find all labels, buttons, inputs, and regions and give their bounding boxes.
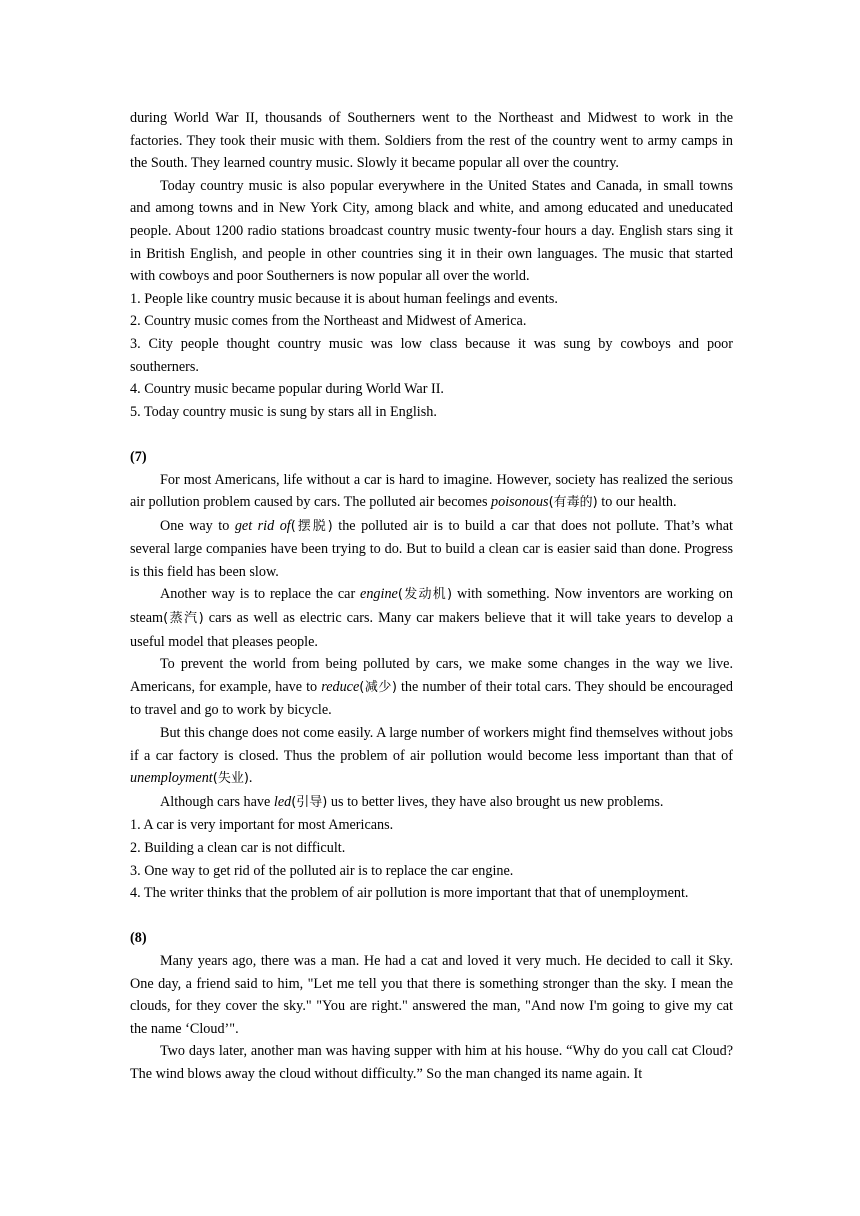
paragraph <box>130 515 733 584</box>
text: us to better lives, they have also brought us new problems. <box>327 793 664 810</box>
spacer <box>130 423 733 446</box>
question-item: 5. Today country music is sung by stars all in English. <box>130 403 437 420</box>
text: To prevent the world from being polluted by cars, we make some changes in the way we live. Americans, for example, have to <box>130 656 733 695</box>
vocab-term: reduce <box>321 678 360 695</box>
question-item: 1. A car is very important for most Americans. <box>130 817 394 834</box>
text: But this change does not come easily. A large number of workers might find themselves without jobs if a car factory is closed. Thus the problem of air pollution would become less important than that of <box>130 725 733 764</box>
question-item: 1. People like country music because it is about human feelings and events. <box>130 290 558 307</box>
text: the polluted air is to build a car that does not pollute. That’s what several large companies have been trying to do. But to build a clean car is easier said than done. Progress is this field has been slow. <box>130 517 733 580</box>
chinese-gloss: (发动机) <box>397 587 453 603</box>
question-item: 3. City people thought country music was low class because it was sung by cowboys and poor southerners. <box>130 335 733 375</box>
text: . <box>248 770 253 787</box>
question-item: 2. Country music comes from the Northeast and Midwest of America. <box>130 313 527 330</box>
text: the number of their total cars. They should be encouraged to travel and go to work by bicycle. <box>130 678 733 719</box>
text: Although cars have <box>160 793 274 810</box>
chinese-gloss: (失业) <box>212 771 249 787</box>
paragraph <box>130 653 733 722</box>
question-item: 2. Building a clean car is not difficult. <box>130 840 346 856</box>
question-item: 3. One way to get rid of the polluted air is to replace the car engine. <box>130 862 514 879</box>
vocab-term: unemployment <box>130 770 213 787</box>
chinese-gloss: (减少) <box>359 679 397 695</box>
text: One way to <box>160 517 235 534</box>
question-item: 4. The writer thinks that the problem of air pollution is more important that that of unemployment. <box>130 885 689 902</box>
text: For most Americans, life without a car is hard to imagine. However, society has realized the serious air pollution problem caused by cars. The polluted air becomes <box>130 471 733 511</box>
vocab-term: get rid of <box>234 517 291 534</box>
paragraph: Many years ago, there was a man. He had a cat and loved it very much. He decided to call it Sky. One day, a friend said to him, "Let me tell you that there is something stronger than the sky. I mean the clouds, for they cover the sky." "You are right." answered the man, "And now I'm going to give my cat the name ‘Cloud’". <box>130 952 733 1037</box>
chinese-gloss: (有毒的) <box>548 495 598 511</box>
paragraph: Today country music is also popular everywhere in the United States and Canada, in small towns and among towns and in New York City, among black and white, and among educated and uneducated people. About 1200 radio stations broadcast country music twenty-four hours a day. English stars sing it in British English, and people in other countries sing it in their own languages. The music that started with cowboys and poor Southerners is now popular all over the world. <box>130 177 733 285</box>
paragraph <box>130 791 733 815</box>
chinese-gloss: (引导) <box>291 794 328 810</box>
section-heading: (7) <box>130 448 147 465</box>
text: with something. Now inventors are working on steam <box>130 586 733 627</box>
text: cars as well as electric cars. Many car makers believe that it will take years to develop a useful model that pleases people. <box>130 610 733 650</box>
document-page <box>130 107 733 1086</box>
paragraph <box>130 583 733 653</box>
vocab-term: poisonous <box>491 494 549 511</box>
paragraph: during World War II, thousands of Southerners went to the Northeast and Midwest to work in the factories. They took their music with them. Soldiers from the rest of the country went to army camps in the South. They learned country music. Slowly it became popular all over the country. <box>130 110 733 172</box>
spacer <box>130 905 733 928</box>
section-heading: (8) <box>130 930 147 947</box>
chinese-gloss: (蒸汽) <box>163 611 204 627</box>
paragraph <box>130 722 733 791</box>
paragraph <box>130 469 733 515</box>
text: Another way is to replace the car <box>160 586 361 603</box>
vocab-term: engine <box>360 586 398 603</box>
paragraph: Two days later, another man was having supper with him at his house. “Why do you call cat Cloud? The wind blows away the cloud without difficulty.” So the man changed its name again. It <box>130 1043 733 1082</box>
chinese-gloss: (摆脱) <box>290 518 333 534</box>
text: to our health. <box>597 494 677 511</box>
vocab-term: led <box>273 793 292 810</box>
question-item: 4. Country music became popular during World War II. <box>130 381 444 398</box>
